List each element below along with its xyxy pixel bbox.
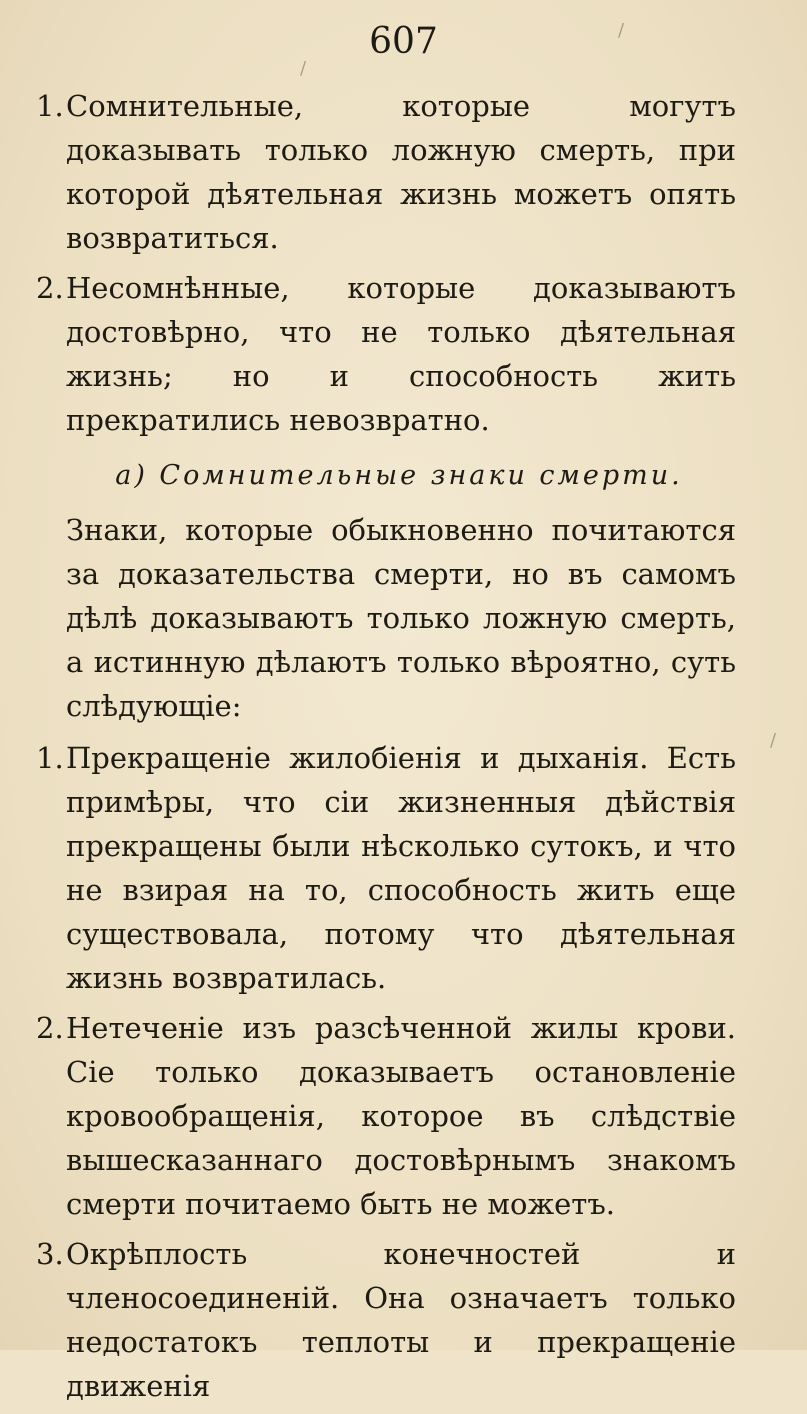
item-number: 2. (36, 271, 64, 305)
item-number: 1. (36, 89, 64, 123)
list-item (36, 266, 736, 442)
paper-fleck: / (770, 730, 777, 751)
item-number: 1. (36, 741, 64, 775)
item-text: Окрѣплость конечностей и членосоединеній. Она означаетъ только недостатокъ теплоты и прекращеніе движенія (66, 1237, 736, 1403)
paper-fleck: / (618, 20, 625, 41)
list-item (36, 84, 736, 260)
list-item (36, 736, 736, 1000)
page-number: 607 (369, 21, 438, 62)
paper-fleck: / (300, 58, 307, 79)
item-text: Сомнительные, которые могутъ доказывать только ложную смерть, при которой дѣятельная жизнь можетъ опять возвратиться. (66, 89, 736, 255)
list-item (36, 1006, 736, 1226)
section-heading: а) Сомнительные знаки смерти. (115, 460, 683, 491)
item-number: 2. (36, 1011, 64, 1045)
item-text: Несомнѣнные, которые доказываютъ достовѣрно, что не только дѣятельная жизнь; но и способность жить прекратились невозвратно. (66, 271, 736, 437)
item-number: 3. (36, 1237, 64, 1271)
item-text: Нетеченіе изъ разсѣченной жилы крови. Сіе только доказываетъ остановленіе кровообращенія, которое въ слѣдствіе вышесказаннаго достовѣрнымъ знакомъ смерти почитаемо быть не можетъ. (66, 1011, 736, 1221)
page-text (36, 84, 736, 1414)
item-text: Прекращеніе жилобіенія и дыханія. Есть примѣры, что сіи жизненныя дѣйствія прекращены были нѣсколько сутокъ, и что не взирая на то, способность жить еще существовала, потому что дѣятельная жизнь возвратилась. (66, 741, 736, 995)
list-item (36, 1232, 736, 1408)
intro-paragraph: Знаки, которые обыкновенно почитаются за доказательства смерти, но въ самомъ дѣлѣ доказываютъ только ложную смерть, а истинную дѣлаютъ только вѣроятно, суть слѣдующіе: (66, 513, 736, 723)
